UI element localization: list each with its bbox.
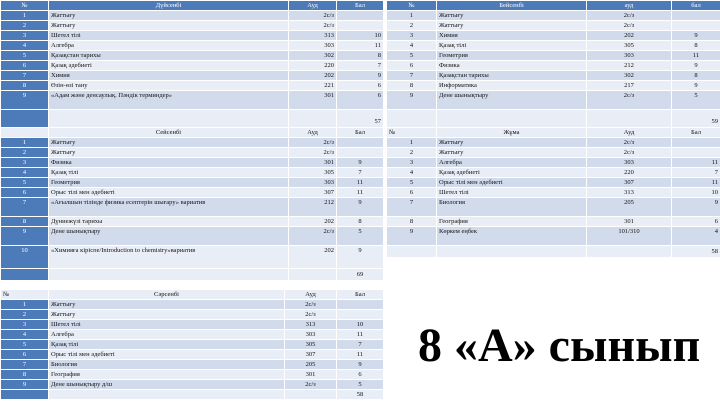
score-value [337,148,384,158]
room-number: 220 [587,168,672,178]
room-number: 313 [289,31,337,41]
total-score: 59 [672,110,720,134]
room-number: 2с/з [289,227,337,246]
lesson-number: 3 [387,31,437,41]
room-number: 2с/з [289,138,337,148]
score-value: 9 [337,158,384,168]
lesson-number: 9 [1,227,49,246]
room-number: 2с/з [587,148,672,158]
subject-name: Көркем еңбек [437,227,587,246]
subject-name: Орыс тілі мен әдебиеті [49,188,289,198]
table-row [1,227,384,246]
subject-name: Қазақстан тарихы [49,51,289,61]
subject-name: Жаттығу [437,138,587,148]
score-value [672,11,720,21]
score-value: 9 [337,246,384,269]
table-row [1,138,384,148]
room-number: 2с/з [285,310,337,320]
subject-name: Орыс тілі мен әдебиеті [437,178,587,188]
friday-header [387,128,720,138]
score-value: 11 [337,350,384,360]
room-number: 202 [289,71,337,81]
lesson-number: 7 [1,198,49,217]
table-row [387,217,720,227]
lesson-number: 3 [1,158,49,168]
lesson-number: 8 [1,217,49,227]
lesson-number: 6 [387,61,437,71]
table-row [1,246,384,269]
subject-name: Геометрия [437,51,587,61]
score-value: 11 [672,51,720,61]
score-value: 8 [672,41,720,51]
table-row [1,360,384,370]
score-value: 8 [337,51,384,61]
score-value [337,310,384,320]
table-row [1,158,384,168]
lesson-number: 2 [387,21,437,31]
room-number: 101/310 [587,227,672,246]
thursday-header [387,1,720,11]
lesson-number: 5 [1,340,49,350]
subject-name: «Ағылшын тілінде физика есептерін шығару» вариатив [49,198,289,217]
bal-header: бал [672,1,720,11]
subject-name: Дене шынықтыру [49,227,289,246]
room-number: 202 [289,246,337,269]
table-row [1,81,384,91]
subject-name: Өзін-өзі тану [49,81,289,91]
room-number: 205 [587,198,672,217]
num-header: № [387,1,437,11]
subject-name: Шетел тілі [49,31,289,41]
room-number: 202 [289,217,337,227]
subject-name: «Химияға кіріспе/Introduction to chemistry»вариатив [49,246,289,269]
score-value: 11 [337,178,384,188]
room-number: 205 [285,360,337,370]
lesson-number: 4 [387,41,437,51]
lesson-number: 6 [1,61,49,71]
room-number: 2с/з [587,11,672,21]
bal-header: Бал [672,128,720,138]
aud-header: Ауд [289,1,337,11]
room-number: 303 [587,158,672,168]
score-value: 11 [337,188,384,198]
score-value: 9 [672,31,720,41]
score-value: 9 [337,360,384,370]
table-row [1,41,384,51]
lesson-number: 2 [387,148,437,158]
lesson-number: 8 [1,370,49,380]
table-row [1,380,384,390]
lesson-number: 6 [1,350,49,360]
room-number: 302 [289,51,337,61]
table-row [387,31,720,41]
table-row [1,370,384,380]
score-value: 6 [672,217,720,227]
table-row [1,350,384,360]
wednesday-table [0,289,384,400]
subject-name: Биология [437,198,587,217]
score-value: 7 [337,61,384,71]
score-value: 6 [337,370,384,380]
score-value: 9 [672,61,720,71]
score-value: 7 [337,168,384,178]
subject-name: Жаттығу [49,148,289,158]
lesson-number: 1 [1,138,49,148]
score-value: 7 [672,168,720,178]
score-value [672,148,720,158]
score-value: 11 [337,41,384,51]
table-row [1,21,384,31]
monday-table [0,0,384,134]
subject-name: Жаттығу [49,11,289,21]
subject-name: Қазақ әдебиеті [437,168,587,178]
table-row [1,168,384,178]
day-header: Сәрсенбі [49,290,285,300]
room-number: 2с/з [289,148,337,158]
lesson-number: 9 [387,91,437,110]
lesson-number: 1 [387,138,437,148]
score-value: 8 [672,71,720,81]
aud-header: Ауд [285,290,337,300]
room-number: 303 [285,330,337,340]
score-value: 11 [672,158,720,168]
day-header: Жұма [437,128,587,138]
lesson-number: 9 [387,227,437,246]
lesson-number: 7 [1,360,49,370]
aud-header: Ауд [289,128,337,138]
lesson-number: 8 [387,81,437,91]
room-number: 2с/з [587,21,672,31]
room-number: 2с/з [289,11,337,21]
room-number: 220 [289,61,337,71]
lesson-number: 5 [1,51,49,61]
room-number: 303 [289,178,337,188]
room-number: 2с/з [587,91,672,110]
lesson-number: 10 [1,246,49,269]
subject-name: География [437,217,587,227]
subject-name: География [49,370,285,380]
room-number: 303 [587,51,672,61]
table-row [1,310,384,320]
subject-name: Жаттығу [49,300,285,310]
room-number: 301 [285,370,337,380]
table-row [1,217,384,227]
room-number: 221 [289,81,337,91]
day-header: Бейсенбі [437,1,587,11]
subject-name: Алгебра [49,41,289,51]
total-score: 58 [337,390,384,400]
table-row [387,71,720,81]
lesson-number: 3 [387,158,437,168]
subject-name: Шетел тілі [49,320,285,330]
subject-name: Жаттығу [437,21,587,31]
lesson-number: 5 [387,178,437,188]
subject-name: Физика [437,61,587,71]
room-number: 307 [587,178,672,188]
subject-name: Биология [49,360,285,370]
table-row [387,81,720,91]
bal-header: Бал [337,1,384,11]
lesson-number: 2 [1,21,49,31]
score-value: 5 [672,91,720,110]
subject-name: Геометрия [49,178,289,188]
table-row [1,330,384,340]
subject-name: «Адам және денсаулық. Пәндік терминдер» [49,91,289,110]
room-number: 313 [285,320,337,330]
class-title: 8 «А» сынып [418,319,701,372]
total-score: 58 [672,246,720,258]
table-row [387,158,720,168]
total-row [1,269,384,281]
table-row [387,61,720,71]
score-value [337,11,384,21]
table-row [1,178,384,188]
table-row [1,320,384,330]
table-row [1,91,384,110]
num-header: № [387,128,437,138]
table-row [1,31,384,41]
num-header: № [1,1,49,11]
subject-name: Дене шынықтыру д/ш [49,380,285,390]
bal-header: Бал [337,128,384,138]
score-value [337,300,384,310]
room-number: 2с/з [285,380,337,390]
room-number: 301 [289,158,337,168]
score-value: 10 [672,188,720,198]
table-row [387,11,720,21]
subject-name: Қазақ тілі [49,340,285,350]
subject-name: Жаттығу [49,138,289,148]
subject-name: Жаттығу [437,11,587,21]
subject-name: Қазақ тілі [49,168,289,178]
subject-name: Дене шынықтыру [437,91,587,110]
table-row [387,91,720,110]
lesson-number: 6 [1,188,49,198]
room-number: 305 [289,168,337,178]
room-number: 303 [289,41,337,51]
table-row [1,188,384,198]
subject-name: Информатика [437,81,587,91]
day-header: Сейсенбі [49,128,289,138]
tuesday-header [1,128,384,138]
table-row [1,51,384,61]
lesson-number: 7 [387,198,437,217]
room-number: 313 [587,188,672,198]
score-value [337,21,384,31]
lesson-number: 5 [1,178,49,188]
score-value: 10 [337,31,384,41]
subject-name: Шетел тілі [437,188,587,198]
table-row [387,188,720,198]
table-row [1,61,384,71]
lesson-number: 4 [1,41,49,51]
table-row [387,168,720,178]
subject-name: Физика [49,158,289,168]
lesson-number: 1 [387,11,437,21]
score-value: 11 [672,178,720,188]
lesson-number: 8 [387,217,437,227]
score-value: 9 [337,71,384,81]
table-row [1,198,384,217]
table-row [387,227,720,246]
score-value: 11 [337,330,384,340]
lesson-number: 7 [387,71,437,81]
total-score: 69 [337,269,384,281]
num-header: № [1,290,49,300]
room-number: 301 [289,91,337,110]
table-row [387,51,720,61]
monday-header [1,1,384,11]
room-number: 2с/з [289,21,337,31]
score-value [337,138,384,148]
score-value: 6 [337,91,384,110]
score-value: 10 [337,320,384,330]
total-score: 57 [337,110,384,134]
subject-name: Жаттығу [437,148,587,158]
table-row [387,138,720,148]
lesson-number: 9 [1,380,49,390]
total-row [387,246,720,258]
subject-name: Алгебра [437,158,587,168]
table-row [387,148,720,158]
friday-table [386,127,720,258]
lesson-number: 3 [1,31,49,41]
lesson-number: 2 [1,148,49,158]
room-number: 202 [587,31,672,41]
score-value: 9 [672,198,720,217]
subject-name: Орыс тілі мен әдебиеті [49,350,285,360]
lesson-number: 5 [387,51,437,61]
lesson-number: 2 [1,310,49,320]
score-value [672,138,720,148]
thursday-table [386,0,720,134]
table-row [387,198,720,217]
subject-name: Қазақ тілі [437,41,587,51]
subject-name: Алгебра [49,330,285,340]
subject-name: Дүниежүзі тарихы [49,217,289,227]
aud-header: Ауд [587,128,672,138]
lesson-number: 1 [1,300,49,310]
lesson-number: 3 [1,320,49,330]
table-row [387,178,720,188]
lesson-number: 1 [1,11,49,21]
subject-name: Қазақ әдебиеті [49,61,289,71]
score-value: 5 [337,227,384,246]
room-number: 307 [285,350,337,360]
lesson-number: 7 [1,71,49,81]
day-header: Дүйсенбі [49,1,289,11]
room-number: 212 [587,61,672,71]
lesson-number: 4 [1,168,49,178]
aud-header: ауд [587,1,672,11]
score-value: 7 [337,340,384,350]
table-row [387,21,720,31]
room-number: 212 [289,198,337,217]
lesson-number: 4 [387,168,437,178]
score-value [672,21,720,31]
table-row [1,11,384,21]
score-value: 4 [672,227,720,246]
subject-name: Қазақстан тарихы [437,71,587,81]
tuesday-table [0,127,384,281]
room-number: 302 [587,71,672,81]
room-number: 307 [289,188,337,198]
subject-name: Химия [437,31,587,41]
total-row [1,390,384,400]
room-number: 2с/з [587,138,672,148]
table-row [1,300,384,310]
score-value: 5 [337,380,384,390]
room-number: 217 [587,81,672,91]
subject-name: Жаттығу [49,21,289,31]
room-number: 305 [285,340,337,350]
room-number: 301 [587,217,672,227]
room-number: 2с/з [285,300,337,310]
subject-name: Химия [49,71,289,81]
score-value: 9 [672,81,720,91]
table-row [387,41,720,51]
lesson-number: 8 [1,81,49,91]
table-row [1,148,384,158]
table-row [1,71,384,81]
bal-header: Бал [337,290,384,300]
subject-name: Жаттығу [49,310,285,320]
score-value: 6 [337,81,384,91]
wednesday-header [1,290,384,300]
lesson-number: 4 [1,330,49,340]
table-row [1,340,384,350]
lesson-number: 9 [1,91,49,110]
score-value: 8 [337,217,384,227]
lesson-number: 6 [387,188,437,198]
room-number: 305 [587,41,672,51]
score-value: 9 [337,198,384,217]
